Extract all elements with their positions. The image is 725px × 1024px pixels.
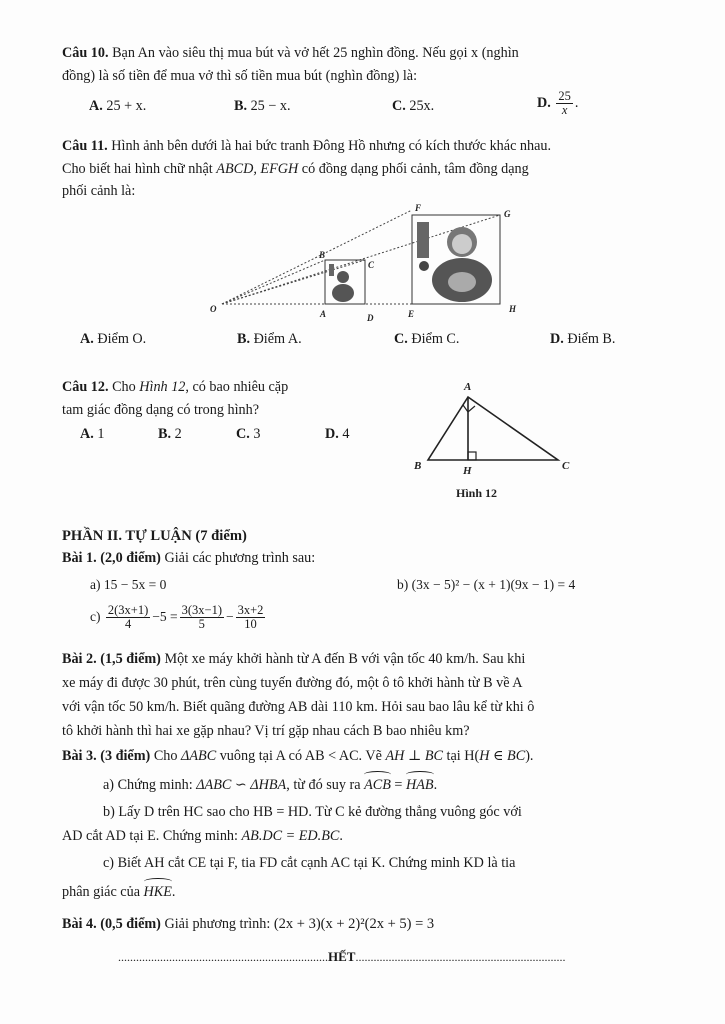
label-c: C — [562, 460, 570, 472]
label-e: E — [408, 309, 415, 319]
bai4-equation: (2x + 3)(x + 2)²(2x + 5) = 3 — [273, 916, 435, 932]
bai1-label: Bài 1. (2,0 điểm) — [62, 550, 161, 566]
label-h: H — [509, 304, 517, 314]
q11-line1: Câu 11. Hình ảnh bên dưới là hai bức tranh Đông Hồ nhưng có kích thước khác nhau. — [62, 138, 552, 154]
bai3-b-line2: AD cắt AD tại E. Chứng minh: AB.DC = ED.BC. — [62, 828, 343, 844]
q11-label: Câu 11. — [62, 138, 108, 154]
q12-option-d: D. 4 — [325, 426, 350, 442]
triangle-abc — [428, 397, 558, 460]
bai4-label: Bài 4. (0,5 điểm) — [62, 916, 161, 932]
figure-caption: Hình 12 — [456, 486, 498, 500]
q12-figure — [408, 375, 578, 505]
bai2-line4: tô khởi hành thì hai xe gặp nhau? Vị trí gặp nhau cách B bao nhiêu km? — [62, 723, 470, 739]
q11-option-c: C. Điểm C. — [394, 331, 460, 347]
small-painting-icon — [329, 264, 354, 302]
bai2-line1: Bài 2. (1,5 điểm) Một xe máy khởi hành từ A đến B với vận tốc 40 km/h. Sau khi — [62, 651, 526, 667]
bai3-line1: Bài 3. (3 điểm) Cho ΔABC vuông tại A có AB < AC. Vẽ AH ⊥ BC tại H(H ∈ BC). — [62, 748, 534, 764]
q10-option-c: C. 25x. — [392, 98, 435, 114]
label-a: A — [320, 309, 327, 319]
bai3-c-line2: phân giác của HKE. — [62, 884, 176, 900]
q10-option-a: A. 25 + x. — [89, 98, 147, 114]
bai3-b-line1: b) Lấy D trên HC sao cho HB = HD. Từ C kẻ đường thẳng vuông góc với — [103, 804, 522, 820]
large-painting-icon — [417, 222, 492, 302]
q11-option-a: A. Điểm O. — [80, 331, 147, 347]
q12-label: Câu 12. — [62, 379, 109, 395]
bai2-line2: xe máy đi được 30 phút, trên cùng tuyến đường đó, một ô tô khởi hành từ B về A — [62, 675, 523, 691]
q11-option-b: B. Điểm A. — [237, 331, 302, 347]
end-marker: ......................................................................HẾT...................................................................... — [118, 949, 566, 964]
bai2-label: Bài 2. (1,5 điểm) — [62, 651, 161, 667]
bai3-c-line1: c) Biết AH cắt CE tại F, tia FD cắt cạnh AC tại K. Chứng minh KD là tia — [103, 855, 516, 871]
right-angle-h — [468, 452, 476, 460]
label-d: D — [367, 313, 374, 323]
bai1-a: a) 15 − 5x = 0 — [90, 577, 167, 592]
q11-line3: phối cảnh là: — [62, 183, 136, 199]
label-c: C — [368, 260, 375, 270]
label-f: F — [415, 203, 422, 213]
q10-label: Câu 10. — [62, 45, 109, 61]
part2-title: PHẦN II. TỰ LUẬN (7 điểm) — [62, 528, 247, 544]
q10-option-b: B. 25 − x. — [234, 98, 291, 114]
bai3-label: Bài 3. (3 điểm) — [62, 748, 151, 764]
q12-line2: tam giác đồng dạng có trong hình? — [62, 402, 259, 418]
label-o: O — [210, 304, 217, 314]
q12-option-c: C. 3 — [236, 426, 261, 442]
q10-option-d: D. $\frac{25}{x}$ . — [537, 89, 579, 117]
label-b: B — [414, 460, 422, 472]
right-angle-a — [463, 405, 475, 412]
bai2-line3: với vận tốc 50 km/h. Biết quãng đường AB dài 110 km. Hỏi sau bao lâu kể từ khi ô — [62, 699, 535, 715]
q11-option-d: D. Điểm B. — [550, 331, 616, 347]
q10-line1: Câu 10. Bạn An vào siêu thị mua bút và vở hết 25 nghìn đồng. Nếu gọi x (nghìn — [62, 45, 519, 61]
label-g: G — [504, 209, 511, 219]
bai1-b: b) (3x − 5)² − (x + 1)(9x − 1) = 4 — [397, 577, 576, 592]
bai1-c: c) $\frac{2(3x+1)}{4}$ −5 = $\frac{3(3x-1)}{5}$ − $\frac{3x+2}{10}$ — [90, 603, 264, 632]
label-h: H — [463, 465, 472, 477]
bai3-a: a) Chứng minh: ΔABC ∽ ΔHBA, từ đó suy ra ACB = HAB. — [103, 777, 438, 793]
q11-figure — [200, 200, 530, 325]
label-b: B — [319, 250, 326, 260]
q10-line2: đồng) là số tiền để mua vở thì số tiền mua bút (nghìn đồng) là: — [62, 68, 418, 84]
q12-line1: Câu 12. Cho Hình 12, có bao nhiêu cặp — [62, 379, 289, 395]
bai4-line: Bài 4. (0,5 điểm) Giải phương trình: (2x + 3)(x + 2)²(2x + 5) = 3 — [62, 916, 435, 932]
q11-line2: Cho biết hai hình chữ nhật ABCD, EFGH có đồng dạng phối cảnh, tâm đồng dạng — [62, 161, 529, 177]
bai1-line: Bài 1. (2,0 điểm) Giải các phương trình sau: — [62, 550, 316, 566]
q12-option-b: B. 2 — [158, 426, 182, 442]
q12-option-a: A. 1 — [80, 426, 105, 442]
label-a: A — [464, 381, 472, 393]
